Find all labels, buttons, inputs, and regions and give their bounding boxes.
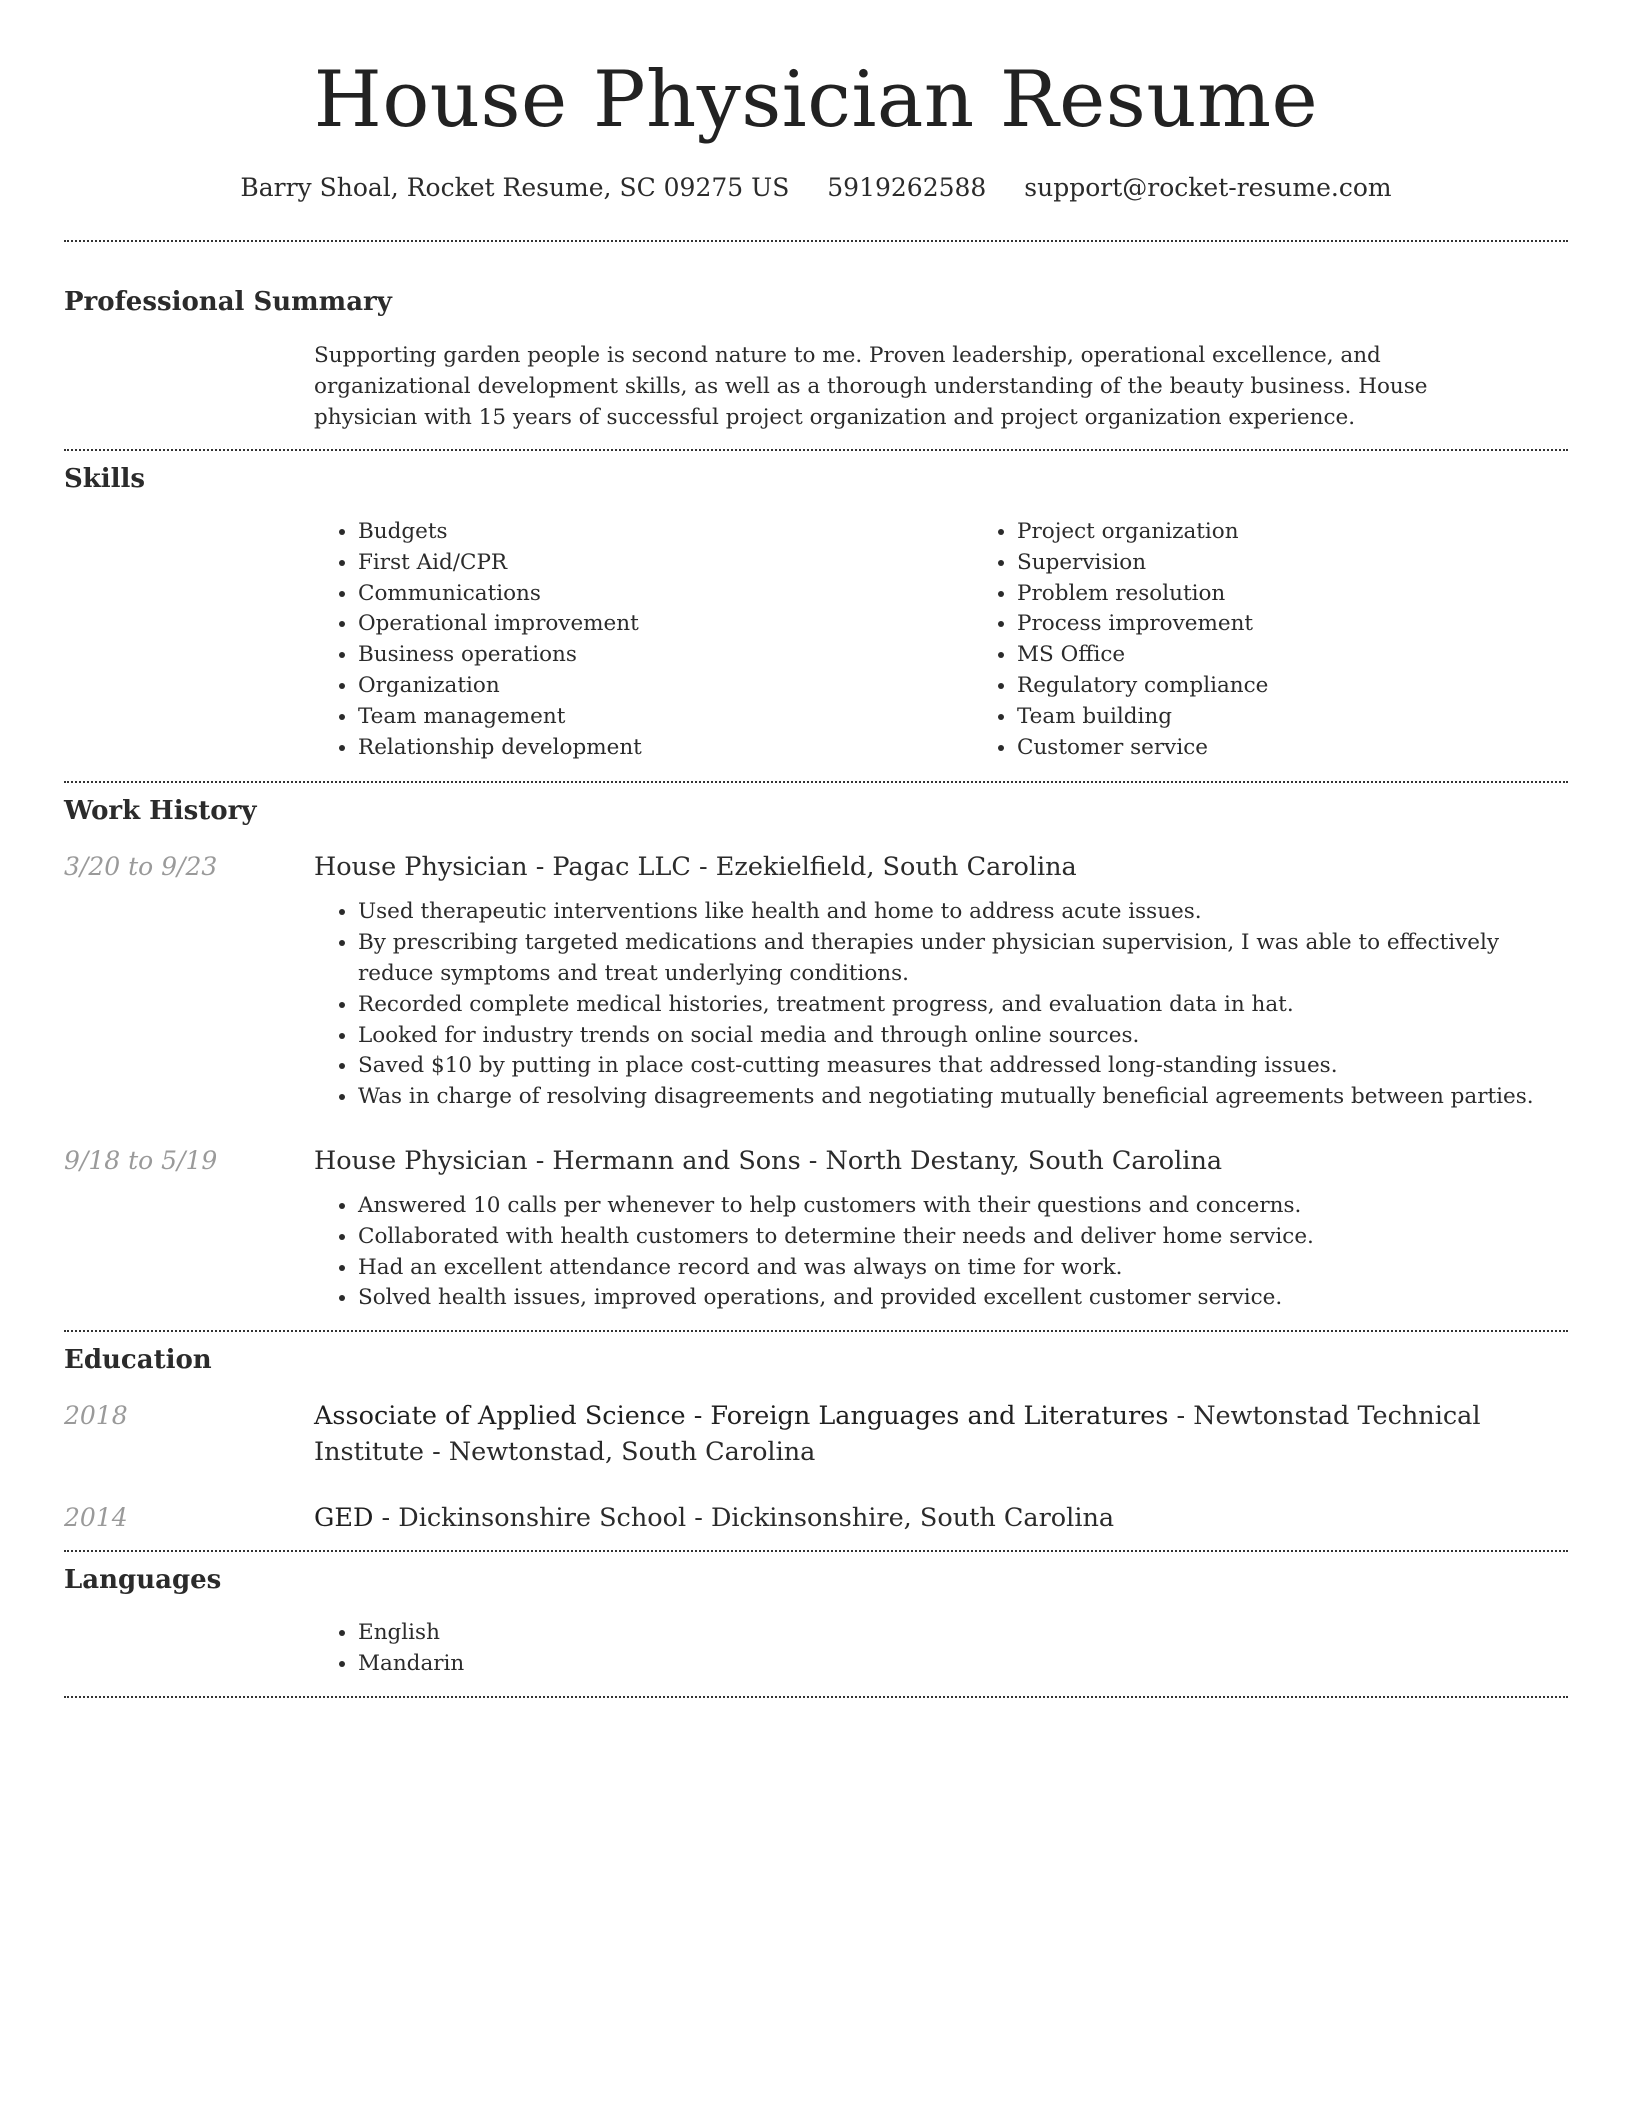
contact-email: support@rocket-resume.com xyxy=(1024,173,1392,202)
skill-item: • MS Office xyxy=(1017,640,1632,671)
job-bullet: • Solved health issues, improved operations, and provided excellent customer service. xyxy=(358,1283,1568,1314)
divider xyxy=(64,1330,1568,1332)
page-title: House Physician Resume xyxy=(313,55,1319,145)
job-location: North Destany, South Carolina xyxy=(825,1145,1223,1176)
divider xyxy=(64,449,1568,451)
education-location: Dickinsonshire, South Carolina xyxy=(710,1503,1115,1534)
job-bullet: • Looked for industry trends on social media and through online sources. xyxy=(358,1021,1568,1052)
job-bullet: • Recorded complete medical histories, treatment progress, and evaluation data in hat. xyxy=(358,990,1568,1021)
skill-item: • Organization xyxy=(358,671,973,702)
job-heading: House Physician - Pagac LLC - Ezekielfield, South Carolina xyxy=(314,852,1077,883)
language-item: • Mandarin xyxy=(358,1649,1568,1680)
education-entry xyxy=(64,1500,1568,1536)
job-entry xyxy=(64,1143,1568,1314)
job-dates: 3/20 to 9/23 xyxy=(64,852,218,882)
education-school: Dickinsonshire School xyxy=(398,1503,687,1534)
section-heading-education: Education xyxy=(64,1345,212,1376)
section-heading-work: Work History xyxy=(64,796,257,827)
job-bullets xyxy=(314,1191,1568,1314)
skill-item: • Supervision xyxy=(1017,548,1632,579)
job-bullets xyxy=(314,897,1568,1113)
job-bullet: • Answered 10 calls per whenever to help customers with their questions and concerns. xyxy=(358,1191,1568,1222)
skill-item: • First Aid/CPR xyxy=(358,548,973,579)
job-bullet: • By prescribing targeted medications and therapies under physician supervision, I was able to effectively reduce symptoms and treat underlying conditions. xyxy=(358,928,1568,990)
skill-item: • Budgets xyxy=(358,517,973,548)
languages-section xyxy=(64,1562,1568,1680)
skills-list-left xyxy=(314,517,973,763)
job-dates: 9/18 to 5/19 xyxy=(64,1145,218,1175)
education-school: Newtonstad Technical Institute xyxy=(314,1401,1481,1468)
job-company: Pagac LLC xyxy=(552,852,691,883)
job-heading: House Physician - Hermann and Sons - North Destany, South Carolina xyxy=(314,1145,1223,1176)
education-details: GED - Dickinsonshire School - Dickinsonshire, South Carolina xyxy=(314,1503,1115,1534)
skill-item: • Customer service xyxy=(1017,733,1632,764)
languages-list xyxy=(314,1618,1568,1680)
education-entry xyxy=(64,1398,1568,1470)
job-bullet: • Used therapeutic interventions like health and home to address acute issues. xyxy=(358,897,1568,928)
resume-page xyxy=(64,0,1568,1698)
education-degree: GED xyxy=(314,1503,374,1534)
section-heading-summary: Professional Summary xyxy=(64,287,392,317)
education-year: 2014 xyxy=(64,1503,128,1533)
divider xyxy=(64,1550,1568,1552)
skill-item: • Business operations xyxy=(358,640,973,671)
divider xyxy=(64,240,1568,242)
skills-section xyxy=(64,461,1568,763)
job-title: House Physician xyxy=(314,1145,528,1176)
education-details: Associate of Applied Science - Foreign Languages and Literatures - Newtonstad Technical Institute - Newtonstad, South Carolina xyxy=(314,1401,1481,1468)
job-title: House Physician xyxy=(314,852,528,883)
contact-phone: 5919262588 xyxy=(827,173,987,202)
skill-item: • Project organization xyxy=(1017,517,1632,548)
education-section xyxy=(64,1342,1568,1536)
education-location: Newtonstad, South Carolina xyxy=(448,1437,816,1468)
summary-section xyxy=(64,284,1568,433)
divider xyxy=(64,1696,1568,1698)
section-heading-skills: Skills xyxy=(64,464,146,494)
section-heading-languages: Languages xyxy=(64,1565,222,1596)
job-bullet: • Collaborated with health customers to determine their needs and deliver home service. xyxy=(358,1222,1568,1253)
skills-list-right xyxy=(973,517,1632,763)
summary-text: Supporting garden people is second nature to me. Proven leadership, operational excellence, and organizational development skills, as well as a thorough understanding of the beauty business. House physician with 15 years of successful project organization and project organization experience. xyxy=(314,343,1428,430)
job-bullet: • Was in charge of resolving disagreements and negotiating mutually beneficial agreements between parties. xyxy=(358,1082,1568,1113)
skill-item: • Process improvement xyxy=(1017,609,1632,640)
education-year: 2018 xyxy=(64,1401,128,1431)
skill-item: • Team building xyxy=(1017,702,1632,733)
skill-item: • Regulatory compliance xyxy=(1017,671,1632,702)
skill-item: • Operational improvement xyxy=(358,609,973,640)
language-item: • English xyxy=(358,1618,1568,1649)
job-bullet: • Saved $10 by putting in place cost-cutting measures that addressed long-standing issues. xyxy=(358,1051,1568,1082)
education-degree: Associate of Applied Science - Foreign Languages and Literatures xyxy=(314,1401,1169,1432)
work-history-section xyxy=(64,793,1568,1314)
job-company: Hermann and Sons xyxy=(552,1145,801,1176)
job-entry xyxy=(64,849,1568,1113)
contact-address: Barry Shoal, Rocket Resume, SC 09275 US xyxy=(240,173,790,202)
divider xyxy=(64,781,1568,783)
job-bullet: • Had an excellent attendance record and was always on time for work. xyxy=(358,1253,1568,1284)
contact-line xyxy=(64,170,1568,206)
skill-item: • Team management xyxy=(358,702,973,733)
skill-item: • Problem resolution xyxy=(1017,579,1632,610)
skill-item: • Relationship development xyxy=(358,733,973,764)
skill-item: • Communications xyxy=(358,579,973,610)
job-location: Ezekielfield, South Carolina xyxy=(715,852,1077,883)
